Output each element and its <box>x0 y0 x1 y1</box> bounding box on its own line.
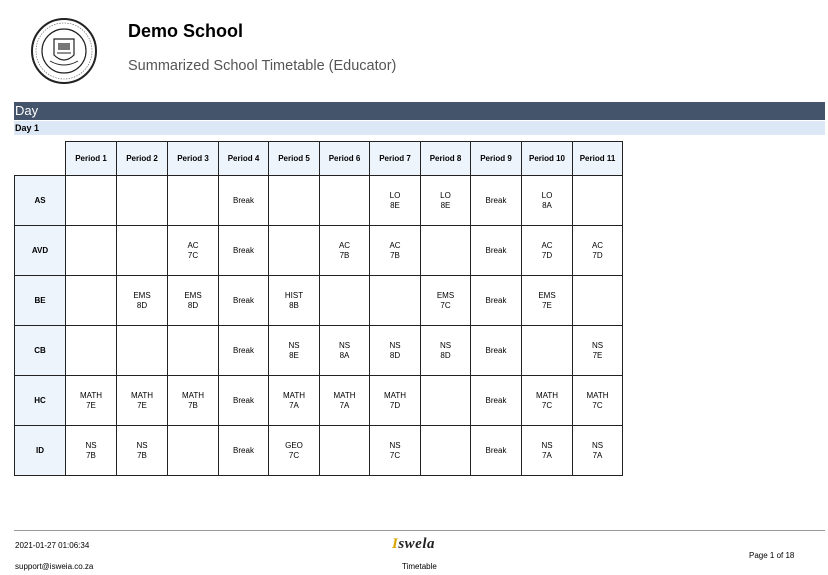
lesson-class: 8D <box>389 350 401 360</box>
educator-code: BE <box>15 276 66 326</box>
period-header-row <box>15 142 623 176</box>
generated-timestamp: 2021-01-27 01:06:34 <box>15 541 90 550</box>
lesson-cell <box>168 176 219 226</box>
lesson-cell <box>573 326 623 376</box>
support-email: support@isweia.co.za <box>15 562 94 571</box>
day-section-header: Day <box>14 102 825 120</box>
period-header: Period 10 <box>522 142 573 176</box>
lesson-cell <box>269 426 320 476</box>
brand-logo: Iswela <box>392 536 436 552</box>
lesson-class: 7B <box>86 450 96 460</box>
product-name: Timetable <box>402 562 437 571</box>
lesson-subject: NS <box>389 440 401 450</box>
lesson-subject: EMS <box>538 290 556 300</box>
educator-code: CB <box>15 326 66 376</box>
period-header: Period 3 <box>168 142 219 176</box>
page-number: Page 1 of 18 <box>749 551 795 560</box>
report-subtitle: Summarized School Timetable (Educator) <box>128 58 397 74</box>
lesson-cell <box>117 376 168 426</box>
lesson-cell <box>370 276 421 326</box>
lesson-class: 7C <box>187 250 199 260</box>
lesson-subject: Break <box>233 395 254 405</box>
lesson-cell <box>219 376 269 426</box>
lesson-cell <box>117 176 168 226</box>
lesson-cell <box>370 226 421 276</box>
lesson-subject: Break <box>233 245 254 255</box>
lesson-cell <box>522 176 573 226</box>
lesson-class: 8B <box>289 300 299 310</box>
lesson-subject: Break <box>485 295 507 305</box>
lesson-cell <box>66 326 117 376</box>
period-header: Period 8 <box>421 142 471 176</box>
lesson-cell <box>320 176 370 226</box>
lesson-cell <box>573 226 623 276</box>
school-name: Demo School <box>128 21 244 41</box>
lesson-class: 7C <box>389 450 401 460</box>
lesson-cell <box>370 426 421 476</box>
lesson-class: 8A <box>339 350 350 360</box>
lesson-cell <box>117 426 168 476</box>
lesson-subject: NS <box>288 340 300 350</box>
lesson-subject: MATH <box>130 390 154 400</box>
lesson-class: 7A <box>542 450 552 460</box>
lesson-subject: AC <box>338 240 351 250</box>
lesson-subject: LO <box>541 190 553 200</box>
lesson-cell <box>117 326 168 376</box>
period-header: Period 1 <box>66 142 117 176</box>
lesson-subject: MATH <box>282 390 306 400</box>
lesson-class: 8E <box>440 200 451 210</box>
lesson-subject: EMS <box>184 290 202 300</box>
timetable-grid <box>14 141 623 476</box>
lesson-subject: MATH <box>535 390 559 400</box>
lesson-cell <box>421 226 471 276</box>
lesson-cell <box>522 326 573 376</box>
lesson-class: 8D <box>136 300 148 310</box>
lesson-cell <box>269 226 320 276</box>
period-header: Period 11 <box>573 142 623 176</box>
lesson-class: 7E <box>542 300 552 310</box>
lesson-cell <box>573 176 623 226</box>
period-header: Period 2 <box>117 142 168 176</box>
corner-cell <box>15 142 66 176</box>
lesson-subject: AC <box>389 240 401 250</box>
lesson-cell <box>66 276 117 326</box>
lesson-cell <box>168 426 219 476</box>
lesson-cell <box>421 276 471 326</box>
footer-divider <box>14 530 825 531</box>
educator-code: HC <box>15 376 66 426</box>
lesson-cell <box>471 176 522 226</box>
lesson-cell <box>421 376 471 426</box>
lesson-cell <box>370 176 421 226</box>
lesson-cell <box>573 426 623 476</box>
lesson-class: 8D <box>440 350 451 360</box>
lesson-subject: GEO <box>285 440 303 450</box>
lesson-subject: Break <box>233 295 254 305</box>
lesson-cell <box>66 176 117 226</box>
lesson-cell <box>117 276 168 326</box>
lesson-subject: HIST <box>284 290 304 300</box>
lesson-subject: AC <box>541 240 553 250</box>
lesson-class: 7A <box>289 400 299 410</box>
lesson-subject: NS <box>338 340 351 350</box>
lesson-subject: NS <box>389 340 401 350</box>
lesson-cell <box>66 426 117 476</box>
lesson-cell <box>320 226 370 276</box>
educator-row <box>15 176 623 226</box>
period-header: Period 7 <box>370 142 421 176</box>
lesson-subject: MATH <box>586 390 609 400</box>
lesson-cell <box>320 276 370 326</box>
lesson-class: 8D <box>187 300 199 310</box>
lesson-class: 7B <box>137 450 147 460</box>
timetable-body <box>15 176 623 476</box>
period-header: Period 5 <box>269 142 320 176</box>
day-label: Day 1 <box>14 121 825 135</box>
lesson-cell <box>219 176 269 226</box>
lesson-cell <box>471 326 522 376</box>
lesson-cell <box>471 276 522 326</box>
lesson-class: 7B <box>339 250 350 260</box>
educator-code: AS <box>15 176 66 226</box>
educator-row <box>15 226 623 276</box>
lesson-cell <box>66 376 117 426</box>
lesson-cell <box>522 376 573 426</box>
lesson-subject: Break <box>233 445 254 455</box>
lesson-cell <box>219 426 269 476</box>
lesson-cell <box>117 226 168 276</box>
lesson-subject: Break <box>485 395 507 405</box>
educator-code: ID <box>15 426 66 476</box>
lesson-class: 7E <box>592 350 603 360</box>
lesson-cell <box>320 426 370 476</box>
lesson-cell <box>421 326 471 376</box>
lesson-cell <box>168 276 219 326</box>
lesson-class: 7A <box>592 450 603 460</box>
lesson-class: 7D <box>389 400 401 410</box>
lesson-subject: NS <box>85 440 97 450</box>
period-header: Period 6 <box>320 142 370 176</box>
lesson-class: 7C <box>541 400 553 410</box>
lesson-cell <box>66 226 117 276</box>
lesson-class: 7C <box>440 300 451 310</box>
lesson-subject: MATH <box>181 390 205 400</box>
lesson-cell <box>471 376 522 426</box>
lesson-cell <box>522 276 573 326</box>
lesson-cell <box>269 376 320 426</box>
lesson-class: 7E <box>86 400 96 410</box>
educator-row <box>15 326 623 376</box>
lesson-cell <box>269 176 320 226</box>
lesson-cell <box>219 326 269 376</box>
lesson-cell <box>573 376 623 426</box>
lesson-cell <box>522 226 573 276</box>
lesson-cell <box>168 326 219 376</box>
lesson-class: 7E <box>137 400 147 410</box>
lesson-class: 7D <box>592 250 603 260</box>
lesson-class: 7B <box>390 250 400 260</box>
lesson-subject: MATH <box>333 390 356 400</box>
lesson-class: 7A <box>339 400 350 410</box>
lesson-class: 8A <box>542 200 552 210</box>
lesson-cell <box>219 276 269 326</box>
lesson-class: 8E <box>390 200 400 210</box>
lesson-subject: NS <box>439 340 452 350</box>
lesson-class: 7C <box>592 400 603 410</box>
lesson-cell <box>522 426 573 476</box>
lesson-class: 7D <box>541 250 553 260</box>
lesson-cell <box>168 226 219 276</box>
lesson-subject: NS <box>591 340 604 350</box>
educator-code: AVD <box>15 226 66 276</box>
lesson-subject: LO <box>389 190 401 200</box>
lesson-subject: Break <box>485 345 507 355</box>
lesson-subject: Break <box>233 345 254 355</box>
lesson-class: 7C <box>288 450 300 460</box>
lesson-subject: EMS <box>133 290 151 300</box>
lesson-cell <box>573 276 623 326</box>
lesson-cell <box>320 376 370 426</box>
school-crest-icon <box>30 17 98 85</box>
lesson-subject: LO <box>440 190 451 200</box>
lesson-class: 7B <box>188 400 198 410</box>
lesson-cell <box>168 376 219 426</box>
period-header: Period 9 <box>471 142 522 176</box>
lesson-cell <box>471 426 522 476</box>
lesson-cell <box>320 326 370 376</box>
lesson-subject: Break <box>233 195 254 205</box>
educator-row <box>15 376 623 426</box>
lesson-subject: NS <box>591 440 604 450</box>
lesson-subject: Break <box>485 195 507 205</box>
lesson-cell <box>421 176 471 226</box>
educator-row <box>15 426 623 476</box>
lesson-cell <box>219 226 269 276</box>
lesson-cell <box>370 326 421 376</box>
lesson-class: 8E <box>289 350 299 360</box>
lesson-cell <box>269 326 320 376</box>
lesson-cell <box>471 226 522 276</box>
educator-row <box>15 276 623 326</box>
lesson-cell <box>421 426 471 476</box>
lesson-subject: NS <box>136 440 148 450</box>
period-header: Period 4 <box>219 142 269 176</box>
lesson-subject: MATH <box>383 390 407 400</box>
lesson-subject: Break <box>485 245 507 255</box>
lesson-subject: AC <box>187 240 199 250</box>
lesson-subject: AC <box>591 240 604 250</box>
lesson-subject: NS <box>541 440 553 450</box>
lesson-subject: EMS <box>436 290 455 300</box>
lesson-subject: MATH <box>79 390 103 400</box>
lesson-cell <box>370 376 421 426</box>
lesson-cell <box>269 276 320 326</box>
lesson-subject: Break <box>485 445 507 455</box>
